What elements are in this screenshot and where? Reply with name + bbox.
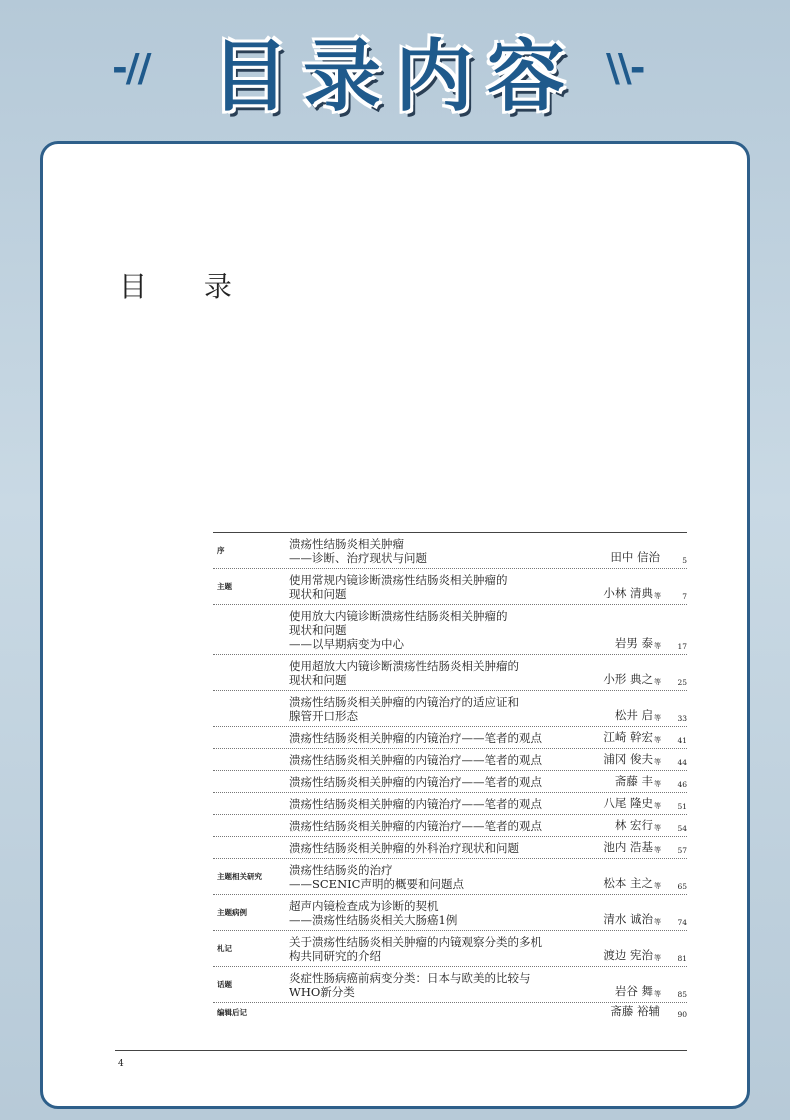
author-etc: 等 (654, 990, 661, 998)
entry-page-number: 17 (677, 642, 687, 651)
entry-title-line: ——诊断、治疗现状与问题 (289, 551, 427, 565)
author-name: 松井 启 (614, 708, 653, 722)
entry-author (589, 793, 661, 814)
entry-author (589, 655, 661, 690)
author-name: 岩谷 舞 (614, 984, 653, 998)
author-name: 小林 清典 (603, 586, 653, 600)
entry-author (589, 771, 661, 792)
entry-author (589, 895, 661, 930)
entry-title-line: 溃疡性结肠炎相关肿瘤的内镜治疗——笔者的观点 (289, 819, 542, 833)
entry-title (285, 815, 589, 836)
toc-entry[interactable] (213, 569, 687, 605)
author-name: 渡边 宪治 (603, 948, 653, 962)
toc-entry[interactable] (213, 771, 687, 793)
entry-title-line: 溃疡性结肠炎相关肿瘤的内镜治疗——笔者的观点 (289, 731, 542, 745)
entry-title-line: 使用放大内镜诊断溃疡性结肠炎相关肿瘤的 (289, 609, 508, 623)
section-label (213, 793, 285, 814)
entry-page-number: 85 (677, 990, 687, 999)
section-label: 主题相关研究 (217, 872, 262, 881)
entry-author (589, 569, 661, 604)
section-label (213, 749, 285, 770)
author-etc: 等 (654, 918, 661, 926)
entry-title-line: 溃疡性结肠炎的治疗 (289, 863, 393, 877)
entry-title-line: 使用超放大内镜诊断溃疡性结肠炎相关肿瘤的 (289, 659, 519, 673)
author-etc: 等 (654, 642, 661, 650)
entry-title (285, 691, 589, 726)
entry-title (285, 569, 589, 604)
banner (0, 0, 790, 135)
entry-page-number: 7 (682, 592, 687, 601)
toc-entry[interactable] (213, 727, 687, 749)
toc-entry[interactable] (213, 815, 687, 837)
author-etc: 等 (654, 758, 661, 766)
author-name: 斋藤 丰 (614, 774, 653, 788)
section-label: 编辑后记 (217, 1008, 247, 1017)
author-name: 岩男 泰 (614, 636, 653, 650)
banner-title: 目录内容 (210, 32, 579, 122)
author-etc: 等 (654, 882, 661, 890)
entry-title-line: 现状和问题 (289, 623, 347, 637)
entry-title-line: 溃疡性结肠炎相关肿瘤的内镜治疗——笔者的观点 (289, 775, 542, 789)
toc-entry[interactable] (213, 533, 687, 569)
author-name: 林 宏行 (614, 818, 653, 832)
entry-page-number: 81 (677, 954, 687, 963)
entry-page-number: 25 (677, 678, 687, 687)
author-etc: 等 (654, 802, 661, 810)
entry-author (589, 691, 661, 726)
entry-title-line: 腺管开口形态 (289, 709, 358, 723)
entry-title-line: 现状和问题 (289, 673, 347, 687)
entry-page-number: 54 (677, 824, 687, 833)
author-name: 江崎 幹宏 (603, 730, 653, 744)
entry-page-number: 33 (677, 714, 687, 723)
entry-title-line: 现状和问题 (289, 587, 347, 601)
section-label: 序 (217, 546, 225, 555)
section-label (213, 605, 285, 654)
author-etc: 等 (654, 824, 661, 832)
author-name: 田中 信治 (610, 550, 660, 564)
toc-entry[interactable] (213, 793, 687, 815)
entry-author (589, 859, 661, 894)
section-label (213, 655, 285, 690)
toc-entry[interactable] (213, 931, 687, 967)
author-etc: 等 (654, 678, 661, 686)
entry-title-line: 溃疡性结肠炎相关肿瘤的外科治疗现状和问题 (289, 841, 519, 855)
entry-author (589, 967, 661, 1002)
entry-title (285, 931, 589, 966)
author-etc: 等 (654, 846, 661, 854)
author-etc: 等 (654, 736, 661, 744)
entry-title-line: 炎症性肠病癌前病变分类：日本与欧美的比较与 (289, 971, 531, 985)
entry-title-line: 溃疡性结肠炎相关肿瘤的内镜治疗的适应证和 (289, 695, 519, 709)
author-etc: 等 (654, 714, 661, 722)
toc-entry[interactable] (213, 837, 687, 859)
entry-title (285, 727, 589, 748)
section-label (213, 771, 285, 792)
entry-title-line: 超声内镜检查成为诊断的契机 (289, 899, 439, 913)
author-name: 浦冈 俊夫 (603, 752, 653, 766)
entry-page-number: 5 (682, 556, 687, 565)
entry-title (285, 605, 589, 654)
entry-title (285, 533, 589, 568)
entry-title-line: 溃疡性结肠炎相关肿瘤的内镜治疗——笔者的观点 (289, 797, 542, 811)
entry-author (589, 749, 661, 770)
entry-author (589, 605, 661, 654)
entry-page-number: 57 (677, 846, 687, 855)
entry-author (589, 727, 661, 748)
entry-page-number: 51 (677, 802, 687, 811)
entry-page-number: 90 (677, 1010, 687, 1019)
toc-entry[interactable] (213, 967, 687, 1003)
section-label: 话题 (217, 980, 232, 989)
entry-title-line: 溃疡性结肠炎相关肿瘤的内镜治疗——笔者的观点 (289, 753, 542, 767)
entry-page-number: 74 (677, 918, 687, 927)
document-page (40, 141, 750, 1109)
author-etc: 等 (654, 780, 661, 788)
section-label (213, 837, 285, 858)
toc-entry[interactable] (213, 749, 687, 771)
section-label (213, 815, 285, 836)
entry-page-number: 65 (677, 882, 687, 891)
entry-page-number: 44 (677, 758, 687, 767)
entry-title-line: ——SCENIC声明的概要和问题点 (289, 877, 464, 891)
author-name: 松本 主之 (603, 876, 653, 890)
section-label (213, 691, 285, 726)
deco-slashes-left: -// (112, 46, 150, 90)
entry-title (285, 837, 589, 858)
page-number: 4 (118, 1059, 124, 1069)
entry-page-number: 41 (677, 736, 687, 745)
entry-title (285, 967, 589, 1002)
entry-title-line: WHO新分类 (289, 985, 355, 999)
toc-entry[interactable] (213, 605, 687, 655)
entry-title-line: 使用常规内镜诊断溃疡性结肠炎相关肿瘤的 (289, 573, 508, 587)
entry-author (589, 837, 661, 858)
entry-title (285, 655, 589, 690)
author-name: 八尾 隆史 (603, 796, 653, 810)
toc-entry[interactable] (213, 655, 687, 691)
toc-entry[interactable] (213, 859, 687, 895)
entry-title (285, 771, 589, 792)
toc-entry[interactable] (213, 895, 687, 931)
author-name: 清水 诚治 (603, 912, 653, 926)
bottom-divider (115, 1050, 687, 1051)
author-etc: 等 (654, 592, 661, 600)
entry-title-line: 构共同研究的介绍 (289, 949, 381, 963)
entry-author (589, 931, 661, 966)
author-name: 小形 典之 (603, 672, 653, 686)
section-label: 主题 (217, 582, 232, 591)
author-name: 池内 浩基 (603, 840, 653, 854)
entry-title (285, 1003, 589, 1022)
author-etc: 等 (654, 954, 661, 962)
section-label: 主题病例 (217, 908, 247, 917)
entry-title-line: ——溃疡性结肠炎相关大肠癌1例 (289, 913, 458, 927)
section-label: 札记 (217, 944, 232, 953)
entry-title (285, 895, 589, 930)
entry-author (589, 815, 661, 836)
entry-title-line: 溃疡性结肠炎相关肿瘤 (289, 537, 404, 551)
entry-page-number: 46 (677, 780, 687, 789)
deco-slashes-right: \\- (606, 46, 644, 90)
toc-entry[interactable] (213, 691, 687, 727)
entry-title-line: 关于溃疡性结肠炎相关肿瘤的内镜观察分类的多机 (289, 935, 542, 949)
toc-entry[interactable] (213, 1003, 687, 1022)
entry-title (285, 749, 589, 770)
entry-author (589, 533, 661, 568)
entry-title (285, 793, 589, 814)
table-of-contents (213, 532, 687, 1022)
section-label (213, 727, 285, 748)
page-heading: 目 录 (119, 270, 256, 303)
author-name: 斋藤 裕辅 (610, 1004, 660, 1018)
entry-author (589, 1003, 661, 1022)
entry-title-line: ——以早期病变为中心 (289, 637, 404, 651)
entry-title (285, 859, 589, 894)
